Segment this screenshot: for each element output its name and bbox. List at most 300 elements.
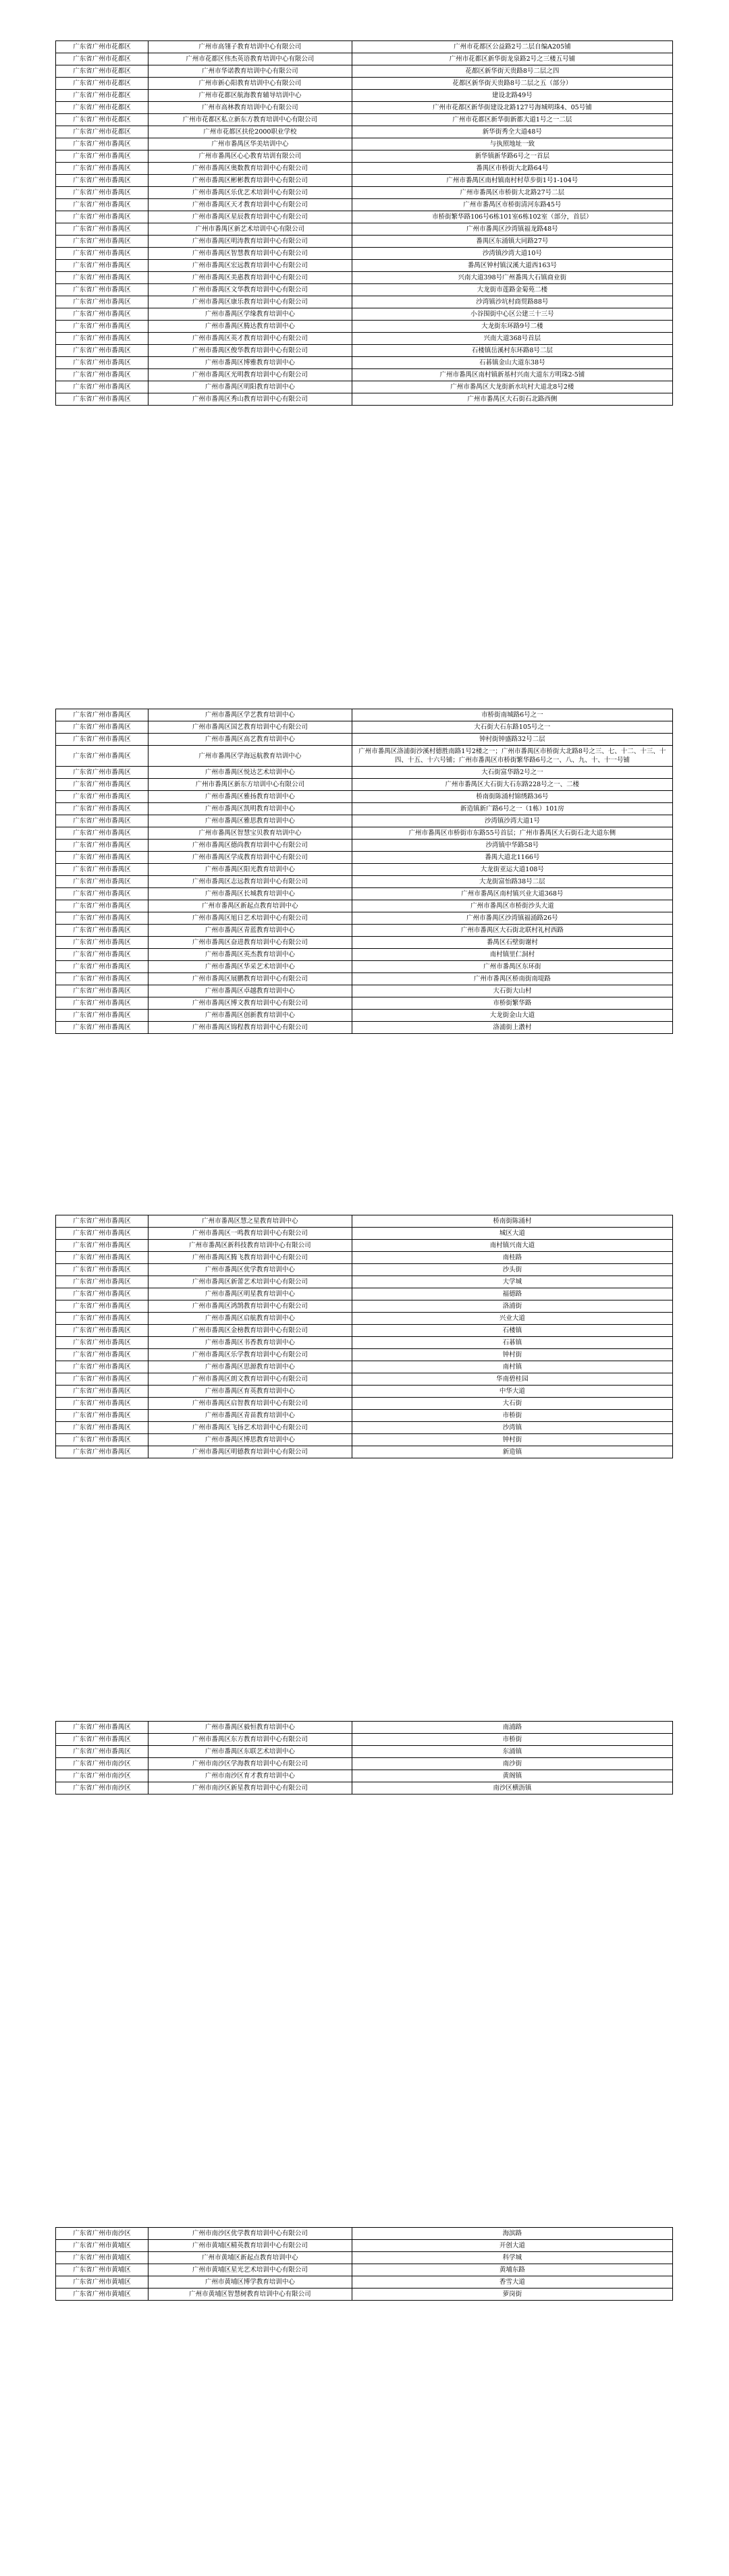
region-cell: 广东省广州市番禺区 — [56, 746, 148, 767]
institution-name-cell: 广州市黄埔区星光艺术培训中心有限公司 — [148, 2264, 352, 2276]
table-row — [56, 709, 673, 721]
table-row — [56, 1337, 673, 1349]
institution-name-cell: 广州市番禺区优学教育培训中心 — [148, 1264, 352, 1276]
institution-name-cell: 广州市番禺区乐学教育培训中心有限公司 — [148, 1349, 352, 1361]
address-cell: 兴南大道398号广州番禺大石镇商业街 — [352, 272, 672, 284]
table-row — [56, 284, 673, 296]
region-cell: 广东省广州市花都区 — [56, 114, 148, 126]
institution-name-cell: 广州市番禺区卓越教育培训中心 — [148, 985, 352, 997]
institution-name-cell: 广州市花都区伟杰英语教育培训中心有限公司 — [148, 53, 352, 65]
institution-name-cell: 广州市番禺区启航教育培训中心 — [148, 1313, 352, 1325]
institution-name-cell: 广州市番禺区展鹏教育培训中心有限公司 — [148, 973, 352, 985]
table-row — [56, 1228, 673, 1240]
region-cell: 广东省广州市番禺区 — [56, 211, 148, 223]
table-row — [56, 840, 673, 852]
region-cell: 广东省广州市番禺区 — [56, 949, 148, 961]
address-cell: 东涌镇 — [352, 1746, 672, 1758]
address-cell: 兴南大道368号首层 — [352, 333, 672, 345]
institution-name-cell: 广州市番禺区明德教育培训中心有限公司 — [148, 1446, 352, 1458]
institution-name-cell: 广州市番禺区朗文教育培训中心有限公司 — [148, 1373, 352, 1386]
table-row — [56, 65, 673, 78]
region-cell: 广东省广州市番禺区 — [56, 709, 148, 721]
institution-name-cell: 广州市番禺区英才教育培训中心有限公司 — [148, 333, 352, 345]
table-row — [56, 150, 673, 163]
institution-name-cell: 广州市番禺区天才教育培训中心有限公司 — [148, 199, 352, 211]
address-cell: 南浦路 — [352, 1722, 672, 1734]
table-row — [56, 1010, 673, 1022]
region-cell: 广东省广州市番禺区 — [56, 150, 148, 163]
institution-name-cell: 广州市番禺区高艺教育培训中心 — [148, 734, 352, 746]
table-row — [56, 925, 673, 937]
table-row — [56, 175, 673, 187]
institution-name-cell: 广州市南沙区学海教育培训中心有限公司 — [148, 1758, 352, 1770]
institution-name-cell: 广州市南沙区育才教育培训中心 — [148, 1770, 352, 1782]
address-cell: 广州市番禺区市桥街市东路55号首层；广州市番禺区大石街石北大道东侧 — [352, 827, 672, 840]
address-cell: 华南碧桂园 — [352, 1373, 672, 1386]
table-row — [56, 1325, 673, 1337]
registry-table-1 — [55, 40, 673, 406]
institution-name-cell: 广州市番禺区新蕾艺术培训中心有限公司 — [148, 1276, 352, 1288]
address-cell: 南村镇兴南大道 — [352, 1240, 672, 1252]
region-cell: 广东省广州市番禺区 — [56, 1240, 148, 1252]
table-row — [56, 1734, 673, 1746]
table-row — [56, 2240, 673, 2252]
institution-name-cell: 广州市番禺区彬彬教育培训中心有限公司 — [148, 175, 352, 187]
address-cell: 沙湾镇沙湾大道1号 — [352, 815, 672, 827]
table-row — [56, 900, 673, 912]
institution-name-cell: 广州市黄埔区博学教育培训中心 — [148, 2276, 352, 2289]
institution-name-cell: 广州市番禺区明星教育培训中心 — [148, 1288, 352, 1300]
address-cell: 广州市番禺区大石街石北路西侧 — [352, 393, 672, 406]
region-cell: 广东省广州市番禺区 — [56, 779, 148, 791]
address-cell: 广州市花都区新华街新都大道1号之一二层 — [352, 114, 672, 126]
table-row — [56, 1782, 673, 1794]
table-row — [56, 114, 673, 126]
table-row — [56, 308, 673, 321]
address-cell: 广州市番禺区大石街大石东路228号之一、二楼 — [352, 779, 672, 791]
region-cell: 广东省广州市番禺区 — [56, 852, 148, 864]
address-cell: 番禺区东涌镇大同路27号 — [352, 236, 672, 248]
region-cell: 广东省广州市番禺区 — [56, 308, 148, 321]
institution-name-cell: 广州市南沙区新星教育培训中心有限公司 — [148, 1782, 352, 1794]
table-row — [56, 248, 673, 260]
table-row — [56, 102, 673, 114]
address-cell: 海滨路 — [352, 2228, 672, 2240]
region-cell: 广东省广州市花都区 — [56, 126, 148, 138]
table-row — [56, 90, 673, 102]
region-cell: 广东省广州市番禺区 — [56, 961, 148, 973]
institution-name-cell: 广州市番禺区光明教育培训中心有限公司 — [148, 369, 352, 381]
institution-name-cell: 广州市番禺区阳光教育培训中心 — [148, 864, 352, 876]
table-row — [56, 211, 673, 223]
table-row — [56, 1410, 673, 1422]
address-cell: 钟村街钟盛路32号二层 — [352, 734, 672, 746]
institution-name-cell: 广州市番禺区学成教育培训中心有限公司 — [148, 852, 352, 864]
region-cell: 广东省广州市番禺区 — [56, 876, 148, 888]
table-row — [56, 321, 673, 333]
institution-name-cell: 广州市番禺区华美培训中心 — [148, 138, 352, 150]
region-cell: 广东省广州市花都区 — [56, 65, 148, 78]
address-cell: 开创大道 — [352, 2240, 672, 2252]
institution-name-cell: 广州市番禺区宏远教育培训中心有限公司 — [148, 260, 352, 272]
table-row — [56, 864, 673, 876]
institution-name-cell: 广州市番禺区慧之星教育培训中心 — [148, 1215, 352, 1228]
address-cell: 黄阁镇 — [352, 1770, 672, 1782]
institution-name-cell: 广州市华诺教育培训中心有限公司 — [148, 65, 352, 78]
region-cell: 广东省广州市番禺区 — [56, 803, 148, 815]
institution-name-cell: 广州市黄埔区精英教育培训中心有限公司 — [148, 2240, 352, 2252]
address-cell: 广州市番禺区沙湾镇福龙路48号 — [352, 223, 672, 236]
address-cell: 新华镇新华路6号之一首层 — [352, 150, 672, 163]
region-cell: 广东省广州市番禺区 — [56, 1746, 148, 1758]
address-cell: 钟村街 — [352, 1434, 672, 1446]
institution-name-cell: 广州市南沙区优学教育培训中心有限公司 — [148, 2228, 352, 2240]
address-cell: 沙头街 — [352, 1264, 672, 1276]
table-row — [56, 296, 673, 308]
institution-name-cell: 广州市番禺区文华教育培训中心有限公司 — [148, 284, 352, 296]
registry-table-3 — [55, 1215, 673, 1458]
table-row — [56, 1300, 673, 1313]
address-cell: 大石街富华路2号之一 — [352, 767, 672, 779]
table-row — [56, 2289, 673, 2301]
institution-name-cell: 广州市番禺区腾达教育培训中心 — [148, 321, 352, 333]
address-cell: 花都区新华街天贵路8号二层之四 — [352, 65, 672, 78]
region-cell: 广东省广州市番禺区 — [56, 925, 148, 937]
table-row — [56, 767, 673, 779]
address-cell: 桥南街陈涌村 — [352, 1215, 672, 1228]
institution-name-cell: 广州市番禺区明阳教育培训中心 — [148, 381, 352, 393]
table-row — [56, 1288, 673, 1300]
region-cell: 广东省广州市番禺区 — [56, 138, 148, 150]
table-row — [56, 41, 673, 53]
institution-name-cell: 广州市番禺区悦达艺术培训中心 — [148, 767, 352, 779]
address-cell: 新造镇新广路6号之一（1栋）101房 — [352, 803, 672, 815]
address-cell: 洛浦街 — [352, 1300, 672, 1313]
institution-name-cell: 广州市番禺区启智教育培训中心有限公司 — [148, 1398, 352, 1410]
region-cell: 广东省广州市番禺区 — [56, 985, 148, 997]
institution-name-cell: 广州市番禺区新科技教育培训中心有限公司 — [148, 1240, 352, 1252]
address-cell: 石碁镇金山大道东38号 — [352, 357, 672, 369]
address-cell: 市桥街繁华路 — [352, 997, 672, 1010]
table-row — [56, 1758, 673, 1770]
region-cell: 广东省广州市番禺区 — [56, 163, 148, 175]
region-cell: 广东省广州市黄埔区 — [56, 2264, 148, 2276]
table-row — [56, 1264, 673, 1276]
institution-name-cell: 广州市番禺区学艺教育培训中心 — [148, 709, 352, 721]
address-cell: 石碁镇 — [352, 1337, 672, 1349]
address-cell: 大学城 — [352, 1276, 672, 1288]
institution-name-cell: 广州市番禺区书香教育培训中心 — [148, 1337, 352, 1349]
region-cell: 广东省广州市番禺区 — [56, 1313, 148, 1325]
address-cell: 番禺大道北1166号 — [352, 852, 672, 864]
table-row — [56, 333, 673, 345]
address-cell: 香雪大道 — [352, 2276, 672, 2289]
institution-name-cell: 广州市番禺区锦程教育培训中心有限公司 — [148, 1022, 352, 1034]
table-row — [56, 1398, 673, 1410]
region-cell: 广东省广州市番禺区 — [56, 1215, 148, 1228]
region-cell: 广东省广州市黄埔区 — [56, 2252, 148, 2264]
region-cell: 广东省广州市番禺区 — [56, 888, 148, 900]
institution-name-cell: 广州市番禺区一鸣教育培训中心有限公司 — [148, 1228, 352, 1240]
institution-name-cell: 广州市番禺区博雅教育培训中心 — [148, 357, 352, 369]
address-cell: 沙湾镇中华路58号 — [352, 840, 672, 852]
institution-name-cell: 广州市番禺区秀山教育培训中心有限公司 — [148, 393, 352, 406]
table-row — [56, 1349, 673, 1361]
address-cell: 大龙街金山大道 — [352, 1010, 672, 1022]
address-cell: 桥南街陈涌村锦绣路36号 — [352, 791, 672, 803]
institution-name-cell: 广州市番禺区鸿鹄教育培训中心有限公司 — [148, 1300, 352, 1313]
region-cell: 广东省广州市番禺区 — [56, 248, 148, 260]
region-cell: 广东省广州市番禺区 — [56, 1373, 148, 1386]
address-cell: 沙湾镇沙坑村商贸路88号 — [352, 296, 672, 308]
institution-name-cell: 广州市番禺区腾飞教育培训中心有限公司 — [148, 1252, 352, 1264]
institution-name-cell: 广州市番禺区青苗教育培训中心 — [148, 1410, 352, 1422]
institution-name-cell: 广州市番禺区奥数教育培训中心有限公司 — [148, 163, 352, 175]
table-row — [56, 997, 673, 1010]
address-cell: 中华大道 — [352, 1386, 672, 1398]
region-cell: 广东省广州市番禺区 — [56, 1300, 148, 1313]
region-cell: 广东省广州市番禺区 — [56, 357, 148, 369]
address-cell: 兴业大道 — [352, 1313, 672, 1325]
table-row — [56, 2252, 673, 2264]
institution-name-cell: 广州市番禺区东联艺术培训中心 — [148, 1746, 352, 1758]
table-row — [56, 2228, 673, 2240]
region-cell: 广东省广州市番禺区 — [56, 1264, 148, 1276]
region-cell: 广东省广州市番禺区 — [56, 272, 148, 284]
institution-name-cell: 广州市高翎子教育培训中心有限公司 — [148, 41, 352, 53]
table-row — [56, 937, 673, 949]
address-cell: 石楼镇 — [352, 1325, 672, 1337]
table-row — [56, 1252, 673, 1264]
region-cell: 广东省广州市番禺区 — [56, 1722, 148, 1734]
region-cell: 广东省广州市番禺区 — [56, 973, 148, 985]
institution-name-cell: 广州市番禺区英杰教育培训中心 — [148, 949, 352, 961]
region-cell: 广东省广州市番禺区 — [56, 767, 148, 779]
table-row — [56, 985, 673, 997]
table-row — [56, 1446, 673, 1458]
table-row — [56, 961, 673, 973]
institution-name-cell: 广州市番禺区智慧教育培训中心有限公司 — [148, 248, 352, 260]
address-cell: 南村镇 — [352, 1361, 672, 1373]
address-cell: 番禺区钟村镇汉溪大道西163号 — [352, 260, 672, 272]
region-cell: 广东省广州市番禺区 — [56, 321, 148, 333]
address-cell: 广州市番禺区大龙街新水坑村大道北8号2楼 — [352, 381, 672, 393]
institution-name-cell: 广州市花都区私立新东方教育培训中心有限公司 — [148, 114, 352, 126]
address-cell: 沙湾镇 — [352, 1422, 672, 1434]
region-cell: 广东省广州市番禺区 — [56, 827, 148, 840]
address-cell: 市桥街 — [352, 1734, 672, 1746]
region-cell: 广东省广州市番禺区 — [56, 223, 148, 236]
address-cell: 萝岗街 — [352, 2289, 672, 2301]
address-cell: 广州市番禺区市桥街大北路27号二层 — [352, 187, 672, 199]
region-cell: 广东省广州市番禺区 — [56, 296, 148, 308]
region-cell: 广东省广州市番禺区 — [56, 1398, 148, 1410]
institution-name-cell: 广州市新心阳教育培训中心有限公司 — [148, 78, 352, 90]
region-cell: 广东省广州市番禺区 — [56, 1337, 148, 1349]
address-cell: 广州市番禺区沙湾镇福涌路26号 — [352, 912, 672, 925]
table-row — [56, 369, 673, 381]
address-cell: 洛浦街上漖村 — [352, 1022, 672, 1034]
table-row — [56, 791, 673, 803]
table-row — [56, 721, 673, 734]
table-row — [56, 223, 673, 236]
address-cell: 黄埔东路 — [352, 2264, 672, 2276]
region-cell: 广东省广州市黄埔区 — [56, 2240, 148, 2252]
table-row — [56, 1240, 673, 1252]
institution-name-cell: 广州市番禺区志远教育培训中心有限公司 — [148, 876, 352, 888]
table-row — [56, 1770, 673, 1782]
address-cell: 番禺区市桥街大北路64号 — [352, 163, 672, 175]
table-row — [56, 746, 673, 767]
table-row — [56, 949, 673, 961]
table-row — [56, 78, 673, 90]
institution-name-cell: 广州市番禺区青蓝教育培训中心 — [148, 925, 352, 937]
institution-name-cell: 广州市番禺区长城教育培训中心 — [148, 888, 352, 900]
address-cell: 南沙区横沥镇 — [352, 1782, 672, 1794]
region-cell: 广东省广州市花都区 — [56, 90, 148, 102]
address-cell: 石楼镇岳溪村东环路8号二层 — [352, 345, 672, 357]
region-cell: 广东省广州市番禺区 — [56, 1410, 148, 1422]
institution-name-cell: 广州市番禺区雅扬教育培训中心 — [148, 791, 352, 803]
address-cell: 城区大道 — [352, 1228, 672, 1240]
region-cell: 广东省广州市番禺区 — [56, 1228, 148, 1240]
address-cell: 大龙街市莲路金菊苑二楼 — [352, 284, 672, 296]
address-cell: 新华街秀全大道48号 — [352, 126, 672, 138]
table-row — [56, 1434, 673, 1446]
table-row — [56, 1313, 673, 1325]
table-row — [56, 852, 673, 864]
region-cell: 广东省广州市番禺区 — [56, 912, 148, 925]
registry-table-5 — [55, 2227, 673, 2301]
region-cell: 广东省广州市花都区 — [56, 53, 148, 65]
region-cell: 广东省广州市番禺区 — [56, 345, 148, 357]
institution-name-cell: 广州市番禺区创新教育培训中心 — [148, 1010, 352, 1022]
address-cell: 沙湾镇沙湾大道10号 — [352, 248, 672, 260]
table-row — [56, 381, 673, 393]
region-cell: 广东省广州市花都区 — [56, 78, 148, 90]
table-row — [56, 126, 673, 138]
region-cell: 广东省广州市番禺区 — [56, 1276, 148, 1288]
table-row — [56, 163, 673, 175]
institution-name-cell: 广州市番禺区思源教育培训中心 — [148, 1361, 352, 1373]
region-cell: 广东省广州市花都区 — [56, 41, 148, 53]
table-row — [56, 1422, 673, 1434]
institution-name-cell: 广州市番禺区国艺教育培训中心有限公司 — [148, 721, 352, 734]
address-cell: 与执照地址一致 — [352, 138, 672, 150]
table-row — [56, 1373, 673, 1386]
institution-name-cell: 广州市番禺区东方教育培训中心有限公司 — [148, 1734, 352, 1746]
address-cell: 广州市番禺区南村镇南村村草步街1号1-104号 — [352, 175, 672, 187]
table-row — [56, 1215, 673, 1228]
institution-name-cell: 广州市黄埔区新起点教育培训中心 — [148, 2252, 352, 2264]
institution-name-cell: 广州市番禺区金榜教育培训中心有限公司 — [148, 1325, 352, 1337]
address-cell: 南桂路 — [352, 1252, 672, 1264]
table-row — [56, 138, 673, 150]
table-row — [56, 199, 673, 211]
region-cell: 广东省广州市番禺区 — [56, 815, 148, 827]
table-row — [56, 1386, 673, 1398]
address-cell: 广州市番禺区洛浦街沙溪村德胜南路1号2楼之一；广州市番禺区市桥街大北路8号之三、七、十二、十三、十四、十五、十六号铺；广州市番禺区市桥街繁华路6号之一、八、九、十、十一号铺 — [352, 746, 672, 767]
region-cell: 广东省广州市番禺区 — [56, 900, 148, 912]
region-cell: 广东省广州市番禺区 — [56, 1734, 148, 1746]
institution-name-cell: 广州市番禺区星辰教育培训中心有限公司 — [148, 211, 352, 223]
table-row — [56, 888, 673, 900]
table-row — [56, 973, 673, 985]
institution-name-cell: 广州市番禺区博文教育培训中心有限公司 — [148, 997, 352, 1010]
address-cell: 市桥街繁华路106号6栋101室6栋102室（部分，首层） — [352, 211, 672, 223]
address-cell: 大龙街东环路9号二楼 — [352, 321, 672, 333]
region-cell: 广东省广州市番禺区 — [56, 1022, 148, 1034]
region-cell: 广东省广州市番禺区 — [56, 1422, 148, 1434]
address-cell: 福德路 — [352, 1288, 672, 1300]
region-cell: 广东省广州市番禺区 — [56, 381, 148, 393]
institution-name-cell: 广州市番禺区新起点教育培训中心 — [148, 900, 352, 912]
address-cell: 大石街大山村 — [352, 985, 672, 997]
institution-name-cell: 广州市番禺区育英教育培训中心 — [148, 1386, 352, 1398]
institution-name-cell: 广州市番禺区智慧宝贝教育培训中心 — [148, 827, 352, 840]
region-cell: 广东省广州市番禺区 — [56, 393, 148, 406]
region-cell: 广东省广州市番禺区 — [56, 1349, 148, 1361]
institution-name-cell: 广州市番禺区博思教育培训中心 — [148, 1434, 352, 1446]
table-row — [56, 734, 673, 746]
address-cell: 番禺区石壁街谢村 — [352, 937, 672, 949]
region-cell: 广东省广州市番禺区 — [56, 1361, 148, 1373]
region-cell: 广东省广州市黄埔区 — [56, 2289, 148, 2301]
region-cell: 广东省广州市番禺区 — [56, 1325, 148, 1337]
region-cell: 广东省广州市番禺区 — [56, 840, 148, 852]
region-cell: 广东省广州市南沙区 — [56, 1758, 148, 1770]
region-cell: 广东省广州市花都区 — [56, 102, 148, 114]
institution-name-cell: 广州市番禺区新艺术培训中心有限公司 — [148, 223, 352, 236]
table-row — [56, 2264, 673, 2276]
table-row — [56, 393, 673, 406]
table-row — [56, 876, 673, 888]
table-row — [56, 779, 673, 791]
region-cell: 广东省广州市黄埔区 — [56, 2276, 148, 2289]
institution-name-cell: 广州市番禺区旭日艺术培训中心有限公司 — [148, 912, 352, 925]
institution-name-cell: 广州市番禺区飞扬艺术培训中心有限公司 — [148, 1422, 352, 1434]
address-cell: 广州市番禺区市桥街沙头大道 — [352, 900, 672, 912]
address-cell: 广州市番禺区桥南街南堤路 — [352, 973, 672, 985]
address-cell: 市桥街南城路6号之一 — [352, 709, 672, 721]
address-cell: 市桥街 — [352, 1410, 672, 1422]
institution-name-cell: 广州市花都区航海教育辅导培训中心 — [148, 90, 352, 102]
region-cell: 广东省广州市番禺区 — [56, 997, 148, 1010]
institution-name-cell: 广州市番禺区美惠教育培训中心有限公司 — [148, 272, 352, 284]
institution-name-cell: 广州市花都区扶伦2000职业学校 — [148, 126, 352, 138]
table-row — [56, 53, 673, 65]
address-cell: 大石街大石东路105号之一 — [352, 721, 672, 734]
address-cell: 花都区新华街天贵路8号二层之五（部分） — [352, 78, 672, 90]
institution-name-cell: 广州市番禺区心心教育培训有限公司 — [148, 150, 352, 163]
region-cell: 广东省广州市番禺区 — [56, 791, 148, 803]
region-cell: 广东省广州市番禺区 — [56, 1386, 148, 1398]
region-cell: 广东省广州市番禺区 — [56, 1010, 148, 1022]
table-row — [56, 1361, 673, 1373]
region-cell: 广东省广州市番禺区 — [56, 187, 148, 199]
address-cell: 广州市番禺区大石街北联村礼村西路 — [352, 925, 672, 937]
region-cell: 广东省广州市番禺区 — [56, 369, 148, 381]
address-cell: 广州市花都区新华街建设北路127号海城明珠4、05号铺 — [352, 102, 672, 114]
region-cell: 广东省广州市番禺区 — [56, 236, 148, 248]
region-cell: 广东省广州市番禺区 — [56, 864, 148, 876]
address-cell: 小谷围街中心区公建三十三号 — [352, 308, 672, 321]
address-cell: 建设北路49号 — [352, 90, 672, 102]
address-cell: 科学城 — [352, 2252, 672, 2264]
region-cell: 广东省广州市番禺区 — [56, 260, 148, 272]
address-cell: 南沙街 — [352, 1758, 672, 1770]
region-cell: 广东省广州市番禺区 — [56, 1446, 148, 1458]
